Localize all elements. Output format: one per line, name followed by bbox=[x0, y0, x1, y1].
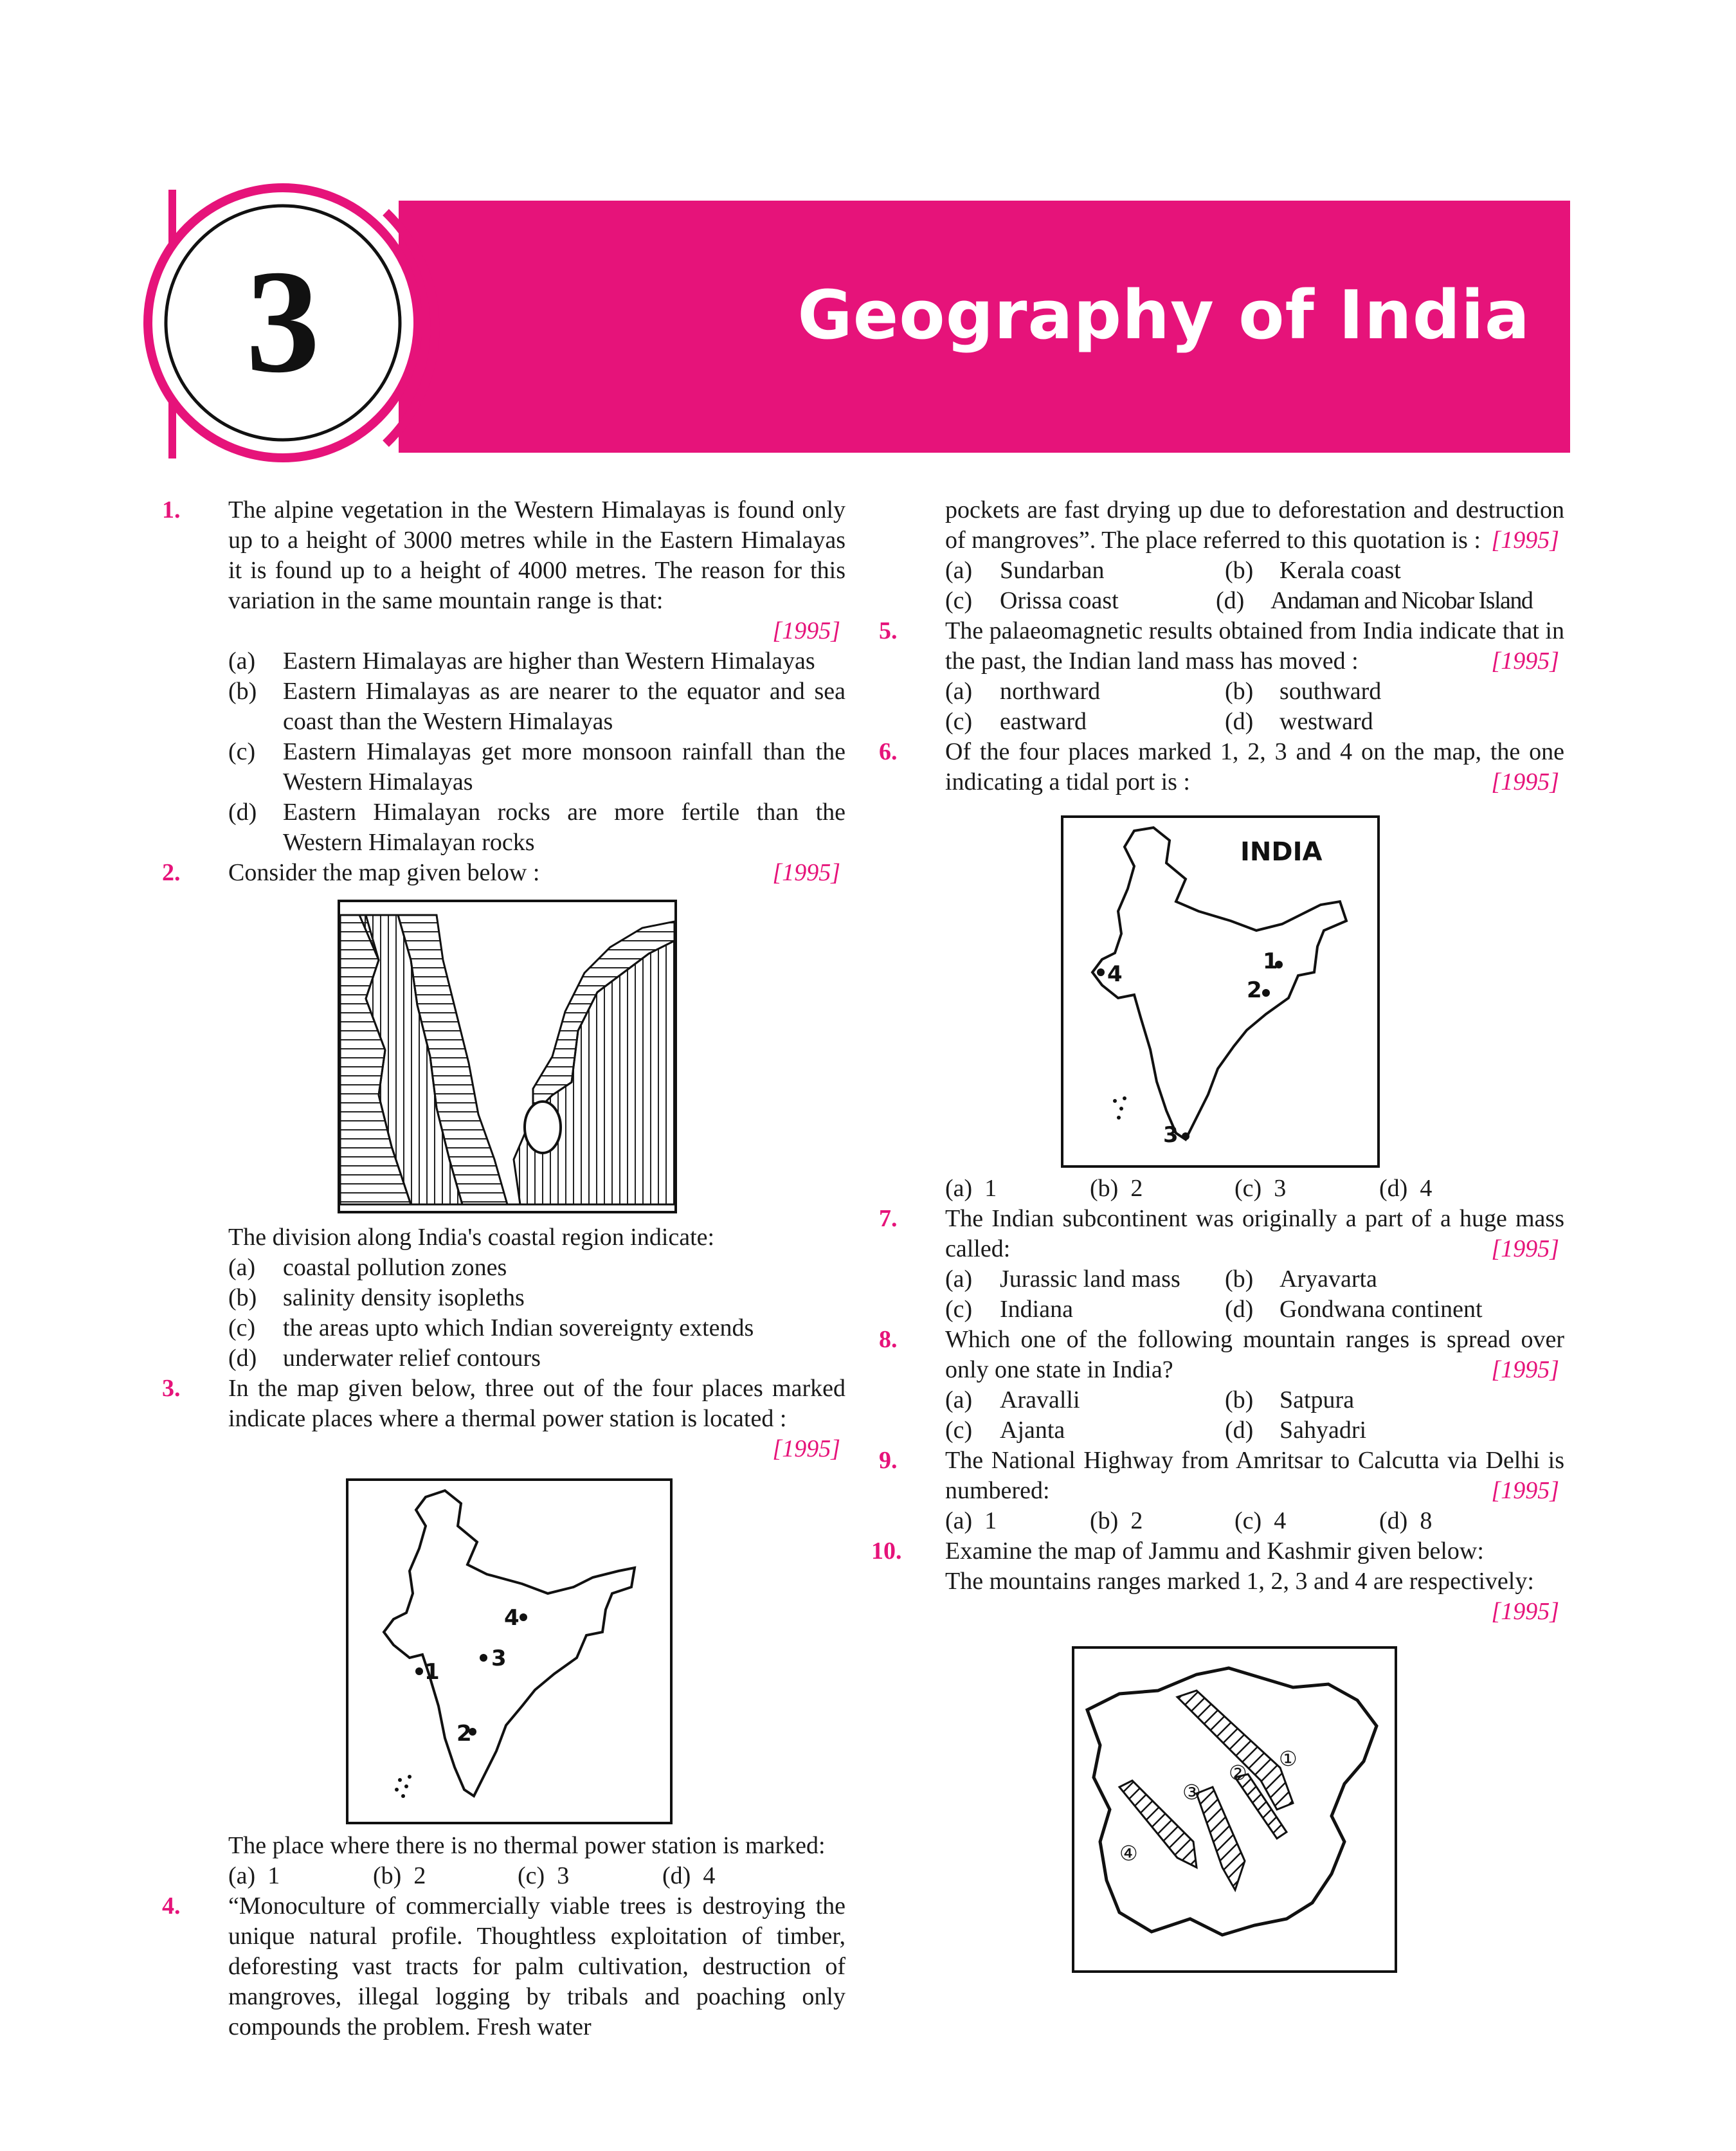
option-d: (d) 4 bbox=[662, 1862, 716, 1889]
map-marker-4: 4 bbox=[1107, 961, 1123, 987]
option-b: (b) Eastern Himalayas as are nearer to the equator and sea coast than the Western Himalayas bbox=[228, 678, 845, 735]
question-8-options-row-1 bbox=[871, 1385, 1564, 1415]
question-9-options bbox=[871, 1506, 1564, 1536]
option-c: (c) the areas upto which Indian sovereignty extends bbox=[228, 1314, 754, 1341]
option-b: (b) Aryavarta bbox=[1225, 1266, 1377, 1293]
option-b: (b) Kerala coast bbox=[1225, 557, 1401, 584]
exam-year: [1995] bbox=[1491, 527, 1559, 554]
option-b: (b) southward bbox=[1225, 678, 1382, 705]
exam-year: [1995] bbox=[772, 617, 840, 644]
chapter-header bbox=[0, 0, 1736, 463]
map-marker-4: 4 bbox=[504, 1605, 520, 1631]
question-8-options-row-2 bbox=[871, 1415, 1564, 1446]
question-text-part-2: pockets are fast drying up due to deforestation and destruction of mangroves”. The place referred to this quotation is : bbox=[945, 496, 1564, 554]
option-d: (d) underwater relief contours bbox=[228, 1345, 541, 1372]
option-c: (c) 4 bbox=[1234, 1507, 1287, 1534]
question-7-options-row-1 bbox=[871, 1264, 1564, 1294]
option-b: (b) 2 bbox=[373, 1862, 426, 1889]
exam-year: [1995] bbox=[1491, 768, 1559, 795]
option-b: (b) Satpura bbox=[1225, 1386, 1355, 1413]
option-d: (d) Gondwana continent bbox=[1225, 1296, 1483, 1323]
coastal-division-map-figure bbox=[154, 888, 845, 1222]
question-text-part-2: The mountains ranges marked 1, 2, 3 and 4 are respectively: bbox=[945, 1568, 1534, 1595]
chapter-number: 3 bbox=[246, 239, 320, 403]
option-d: (d) Andaman and Nicobar Island bbox=[1216, 587, 1533, 614]
question-9 bbox=[871, 1446, 1564, 1506]
question-number: 2. bbox=[162, 859, 181, 886]
option-a: (a) Sundarban bbox=[945, 557, 1105, 584]
question-number: 8. bbox=[879, 1326, 898, 1353]
map-marker-1: 1 bbox=[424, 1659, 440, 1685]
option-b: (b) 2 bbox=[1090, 1175, 1143, 1202]
question-4-options-row-2 bbox=[871, 586, 1564, 616]
jammu-kashmir-map bbox=[1072, 1646, 1397, 1973]
exam-year: [1995] bbox=[772, 1435, 840, 1462]
question-2-prompt: The division along India's coastal region indicate: bbox=[228, 1224, 715, 1251]
exam-year: [1995] bbox=[1491, 1598, 1559, 1625]
option-c: (c) 3 bbox=[518, 1862, 570, 1889]
question-number: 10. bbox=[871, 1538, 902, 1565]
question-5-options-row-1 bbox=[871, 676, 1564, 707]
option-d: (d) Eastern Himalayan rocks are more fertile than the Western Himalayan rocks bbox=[228, 799, 845, 856]
question-4 bbox=[154, 1891, 845, 2042]
question-text: The alpine vegetation in the Western Himalayas is found only up to a height of 3000 metres while in the Eastern Himalayas it is found up to a height of 4000 metres. The reason for this variation in the same mountain range is that: bbox=[228, 496, 845, 614]
map-title: INDIA bbox=[1240, 837, 1323, 867]
question-4-options-row-1 bbox=[871, 556, 1564, 586]
map-marker-2: 2 bbox=[1247, 977, 1262, 1003]
option-a: (a) 1 bbox=[945, 1175, 997, 1202]
option-c: (c) Indiana bbox=[945, 1296, 1073, 1323]
question-2-options bbox=[154, 1253, 845, 1374]
chapter-title: Geography of India bbox=[797, 276, 1530, 354]
question-text: Which one of the following mountain ranges is spread over only one state in India? bbox=[945, 1326, 1564, 1383]
option-d: (d) 8 bbox=[1379, 1507, 1433, 1534]
question-text: In the map given below, three out of the four places marked indicate places where a thermal power station is located : bbox=[228, 1375, 845, 1432]
option-a: (a) 1 bbox=[945, 1507, 997, 1534]
jammu-kashmir-map-figure bbox=[871, 1627, 1564, 1987]
option-c: (c) 3 bbox=[1234, 1175, 1287, 1202]
question-number: 5. bbox=[879, 617, 898, 644]
question-4-continued bbox=[871, 495, 1564, 556]
question-1-options bbox=[154, 646, 845, 858]
option-d: (d) 4 bbox=[1379, 1175, 1433, 1202]
map-marker-3: 3 bbox=[1163, 1122, 1179, 1148]
option-a: (a) Jurassic land mass bbox=[945, 1266, 1180, 1293]
option-c: (c) Ajanta bbox=[945, 1417, 1065, 1444]
question-number: 3. bbox=[162, 1375, 181, 1402]
question-7 bbox=[871, 1204, 1564, 1264]
range-marker-4: ④ bbox=[1119, 1841, 1138, 1865]
option-d: (d) Sahyadri bbox=[1225, 1417, 1367, 1444]
question-number: 7. bbox=[879, 1205, 898, 1232]
exam-year: [1995] bbox=[772, 859, 840, 886]
map-marker-1: 1 bbox=[1263, 948, 1278, 974]
question-6 bbox=[871, 737, 1564, 797]
india-map-ports bbox=[1061, 815, 1380, 1168]
question-7-options-row-2 bbox=[871, 1294, 1564, 1325]
option-c: (c) Orissa coast bbox=[945, 587, 1119, 614]
range-marker-2: ② bbox=[1229, 1761, 1247, 1785]
question-text: Of the four places marked 1, 2, 3 and 4 on the map, the one indicating a tidal port is : bbox=[945, 738, 1564, 795]
map-marker-2: 2 bbox=[457, 1721, 472, 1747]
question-text-part-1: Examine the map of Jammu and Kashmir given below: bbox=[945, 1538, 1484, 1565]
question-6-options bbox=[871, 1174, 1564, 1204]
question-text: The National Highway from Amritsar to Calcutta via Delhi is numbered: bbox=[945, 1447, 1564, 1504]
option-c: (c) Eastern Himalayas get more monsoon rainfall than the Western Himalayas bbox=[228, 738, 845, 795]
question-number: 4. bbox=[162, 1892, 181, 1920]
option-b: (b) 2 bbox=[1090, 1507, 1143, 1534]
option-a: (a) Eastern Himalayas are higher than Western Himalayas bbox=[228, 648, 815, 675]
question-text: The Indian subcontinent was originally a part of a huge mass called: bbox=[945, 1205, 1564, 1262]
left-column bbox=[154, 495, 845, 2042]
question-1 bbox=[154, 495, 845, 646]
thermal-station-map-figure bbox=[154, 1464, 845, 1831]
question-2 bbox=[154, 858, 845, 888]
coastal-division-map bbox=[338, 900, 677, 1213]
question-3 bbox=[154, 1374, 845, 1464]
question-10 bbox=[871, 1536, 1564, 1627]
right-column bbox=[871, 495, 1564, 1987]
india-map-thermal bbox=[346, 1478, 673, 1824]
map-marker-3: 3 bbox=[491, 1646, 507, 1671]
question-5 bbox=[871, 616, 1564, 676]
range-marker-1: ① bbox=[1279, 1747, 1297, 1771]
option-a: (a) coastal pollution zones bbox=[228, 1254, 507, 1281]
question-5-options-row-2 bbox=[871, 707, 1564, 737]
option-a: (a) 1 bbox=[228, 1862, 280, 1889]
exam-year: [1995] bbox=[1491, 1356, 1559, 1383]
range-marker-3: ③ bbox=[1182, 1780, 1201, 1804]
question-text: Consider the map given below : bbox=[228, 859, 540, 886]
tidal-port-map-figure bbox=[871, 797, 1564, 1174]
option-d: (d) westward bbox=[1225, 708, 1373, 735]
option-a: (a) northward bbox=[945, 678, 1101, 705]
question-3-options bbox=[154, 1861, 845, 1891]
question-8 bbox=[871, 1325, 1564, 1385]
question-number: 1. bbox=[162, 496, 181, 523]
question-3-prompt: The place where there is no thermal power station is marked: bbox=[228, 1832, 826, 1859]
exam-year: [1995] bbox=[1491, 1477, 1559, 1504]
question-text-part-1: “Monoculture of commercially viable trees is destroying the unique natural profile. Thoughtless exploitation of timber, deforesting vast tracts for palm cultivation, destruction of mangroves, illegal logging by tribals and poaching only compounds the problem. Fresh water bbox=[228, 1892, 845, 2040]
exam-year: [1995] bbox=[1491, 648, 1559, 675]
option-c: (c) eastward bbox=[945, 708, 1087, 735]
question-text: The palaeomagnetic results obtained from India indicate that in the past, the Indian land mass has moved : bbox=[945, 617, 1564, 675]
exam-year: [1995] bbox=[1491, 1235, 1559, 1262]
question-number: 9. bbox=[879, 1447, 898, 1474]
question-number: 6. bbox=[879, 738, 898, 765]
option-b: (b) salinity density isopleths bbox=[228, 1284, 525, 1311]
option-a: (a) Aravalli bbox=[945, 1386, 1080, 1413]
